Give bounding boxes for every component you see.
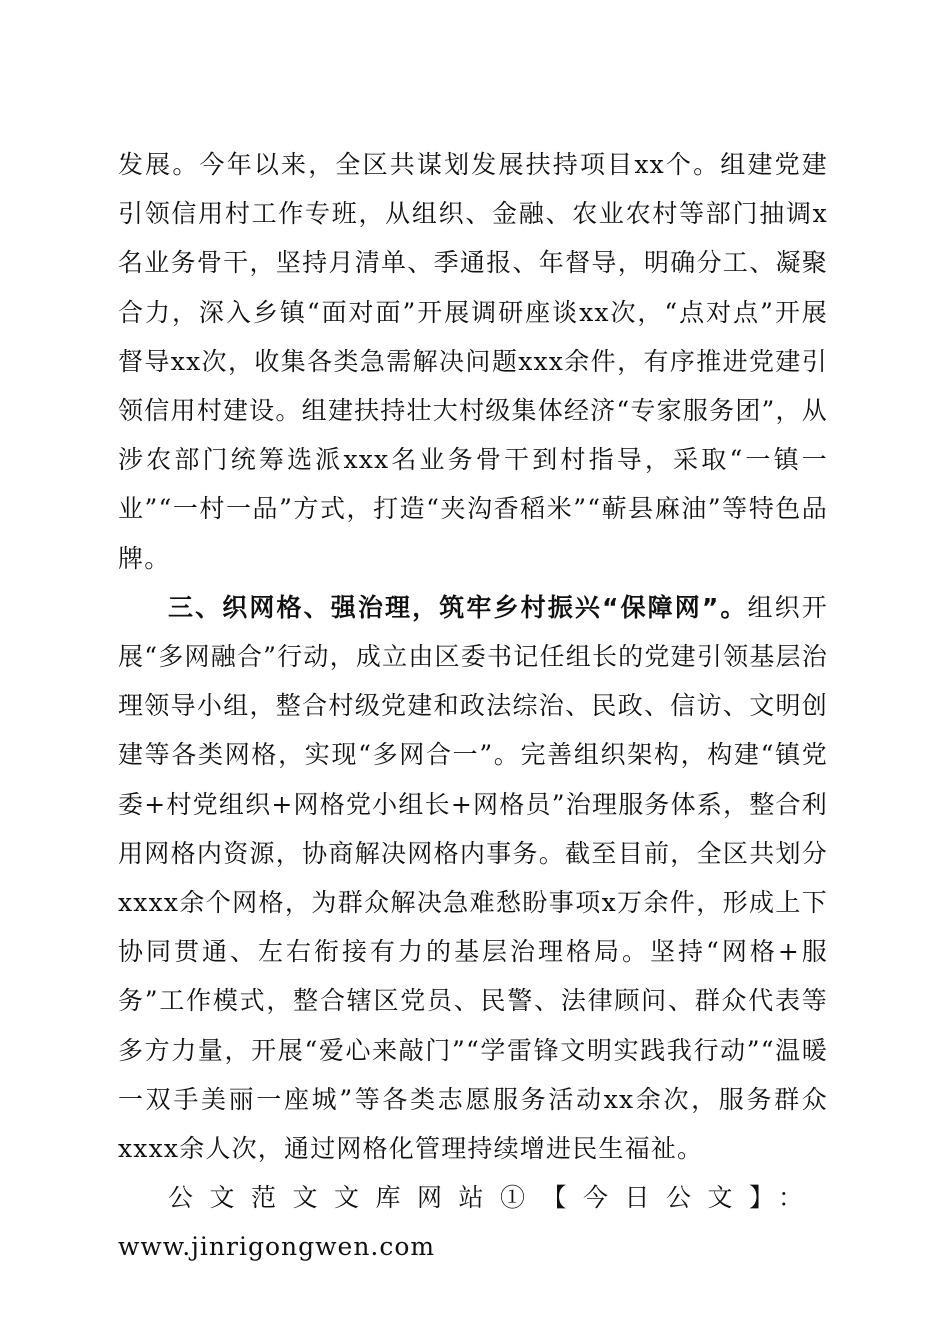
footer-source-label: 公文范文文库网站①【今日公文】： — [168, 1183, 820, 1213]
document-page — [118, 140, 828, 1272]
body-paragraph-1: 发展。今年以来，全区共谋划发展扶持项目xx个。组建党建引领信用村工作专班，从组织、金融、农业农村等部门抽调x名业务骨干，坚持月清单、季通报、年督导，明确分工、凝聚合力，深入乡镇“面对面”开展调研座谈xx次，“点对点”开展督导xx次，收集各类急需解决问题xxx余件，有序推进党建引领信用村建设。组建扶持壮大村级集体经济“专家服务团”，从涉农部门统筹选派xxx名业务骨干到村指导，采取“一镇一业”“一村一品”方式，打造“夹沟香稻米”“蕲县麻油”等特色品牌。 — [118, 150, 828, 573]
section-3-heading: 三、织网格、强治理，筑牢乡村振兴“保障网”。 — [168, 592, 748, 622]
section-3-body: 组织开展“多网融合”行动，成立由区委书记任组长的党建引领基层治理领导小组，整合村级党建和政法综治、民政、信访、文明创建等各类网格，实现“多网合一”。完善组织架构，构建“镇党委+村党组织+网格党小组长+网格员”治理服务体系，整合利用网格内资源，协商解决网格内事务。截至目前，全区共划分xxxx余个网格，为群众解决急难愁盼事项x万余件，形成上下协同贯通、左右衔接有力的基层治理格局。坚持“网格+服务”工作模式，整合辖区党员、民警、法律顾问、群众代表等多方力量，开展“爱心来敲门”“学雷锋文明实践我行动”“温暖一双手美丽一座城”等各类志愿服务活动xx余次，服务群众xxxx余人次，通过网格化管理持续增进民生福祉。 — [118, 592, 828, 1164]
footer-url: www.jinrigongwen.com — [118, 1232, 436, 1262]
section-3-paragraph — [118, 583, 828, 1173]
